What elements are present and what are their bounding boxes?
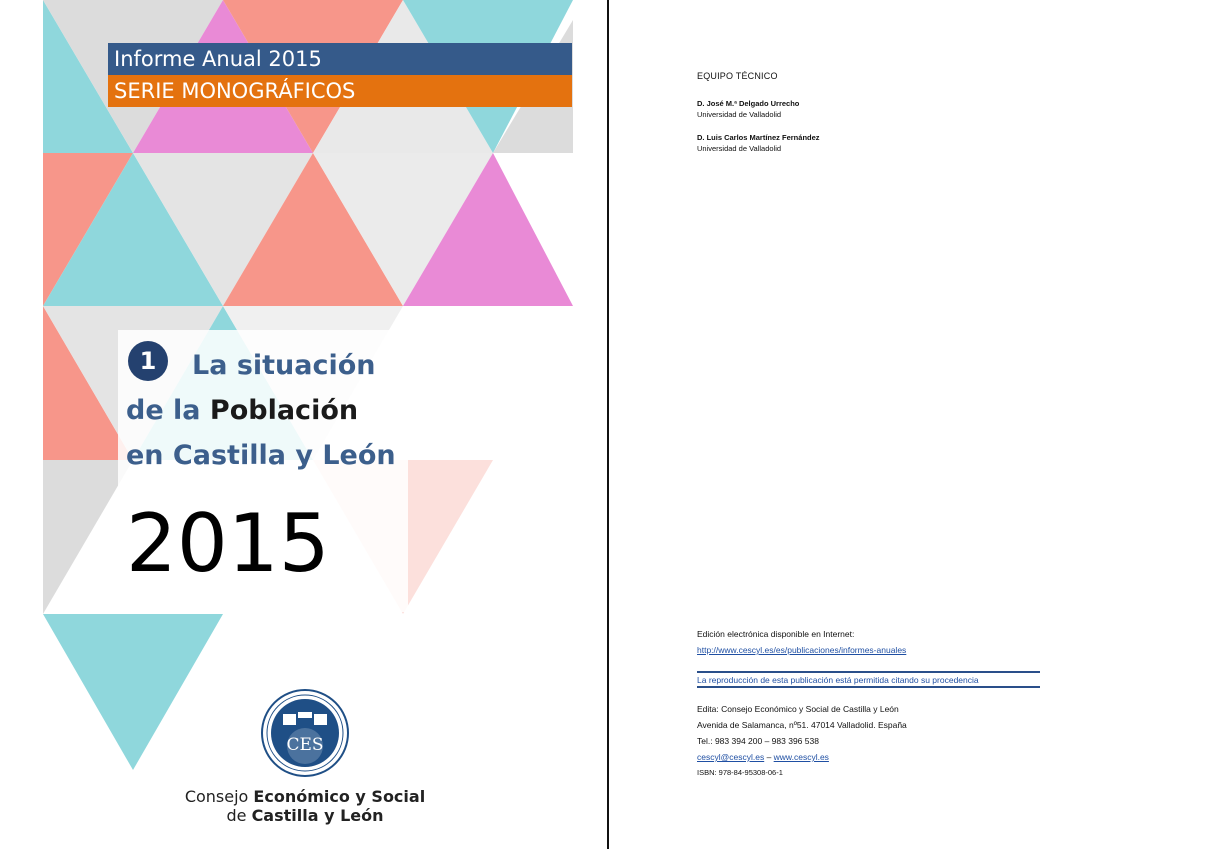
title-line-1: La situación: [192, 350, 376, 381]
edition-url-link[interactable]: http://www.cescyl.es/es/publicaciones/informes-anuales: [697, 645, 907, 655]
notice-rule-top: [697, 671, 1040, 673]
org-line-2-a: de: [226, 806, 252, 825]
isbn-line: ISBN: 978-84-95308-06-1: [697, 768, 783, 777]
contact-line: [697, 752, 829, 762]
member-name: D. José M.ª Delgado Urrecho: [697, 99, 800, 108]
ces-seal-logo: [260, 688, 350, 778]
edition-label: Edición electrónica disponible en Internet:: [697, 629, 855, 639]
contact-separator: –: [764, 752, 774, 762]
email-link[interactable]: cescyl@cescyl.es: [697, 752, 765, 762]
organization-name: [160, 787, 450, 825]
org-line-1: [160, 787, 450, 806]
report-series-title: Informe Anual 2015: [108, 43, 572, 75]
notice-rule-bottom: [697, 686, 1040, 688]
seal-text: CES: [286, 735, 324, 755]
team-label: EQUIPO TÉCNICO: [697, 71, 778, 81]
website-link[interactable]: www.cescyl.es: [773, 752, 829, 762]
publisher-line: Edita: Consejo Económico y Social de Castilla y León: [697, 704, 899, 714]
org-line-1-a: Consejo: [184, 787, 254, 806]
member-name: D. Luis Carlos Martínez Fernández: [697, 133, 820, 142]
member-affiliation: Universidad de Valladolid: [697, 110, 782, 119]
volume-number-badge: 1: [128, 341, 168, 381]
triangle-teal: [43, 614, 223, 770]
address-line: Avenida de Salamanca, nº51. 47014 Valladolid. España: [697, 720, 907, 730]
report-series-subtitle: SERIE MONOGRÁFICOS: [108, 75, 572, 107]
member-affiliation: Universidad de Valladolid: [697, 144, 782, 153]
title-line-2-part-b: Población: [209, 395, 359, 426]
reproduction-notice: La reproducción de esta publicación está permitida citando su procedencia: [697, 675, 979, 685]
title-line-3: en Castilla y León: [126, 440, 396, 471]
page-divider: [607, 0, 609, 849]
org-line-1-b: Económico y Social: [253, 787, 426, 806]
title-line-2: [126, 395, 358, 427]
phone-line: Tel.: 983 394 200 – 983 396 538: [697, 736, 819, 746]
org-line-2: [160, 806, 450, 825]
org-line-2-b: Castilla y León: [251, 806, 384, 825]
cover-year: 2015: [126, 497, 330, 590]
title-line-2-part-a: de la: [126, 395, 210, 426]
